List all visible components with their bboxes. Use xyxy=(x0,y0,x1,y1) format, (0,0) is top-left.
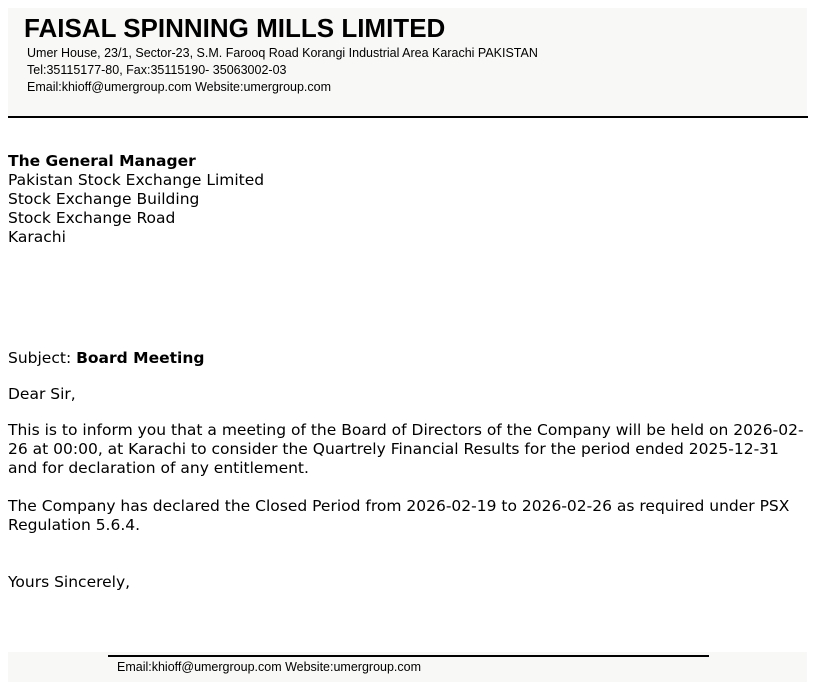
subject-text: Board Meeting xyxy=(76,349,205,367)
company-phone-fax: Tel:35115177-80, Fax:35115190- 35063002-03 xyxy=(27,63,287,77)
subject-line xyxy=(8,349,204,368)
recipient-title: The General Manager xyxy=(8,152,196,170)
body-paragraph-closed-period: The Company has declared the Closed Period from 2026-02-19 to 2026-02-26 as required under PSX Regulation 5.6.4. xyxy=(8,497,790,534)
recipient-address-line: Pakistan Stock Exchange Limited xyxy=(8,171,265,189)
subject-label: Subject: xyxy=(8,349,77,367)
closing: Yours Sincerely, xyxy=(8,573,131,591)
company-email-website: Email:khioff@umergroup.com Website:umergroup.com xyxy=(27,80,332,94)
recipient-address-line: Stock Exchange Road xyxy=(8,209,176,227)
header-divider xyxy=(8,116,808,118)
recipient-address-line: Karachi xyxy=(8,228,66,246)
body-paragraph-meeting: This is to inform you that a meeting of the Board of Directors of the Company will be held on 2026-02-26 at 00:00, at Karachi to consider the Quartrely Financial Results for the period ended 2025-12-31 and for declaration of any entitlement. xyxy=(8,421,804,477)
recipient-address-line: Stock Exchange Building xyxy=(8,190,200,208)
salutation: Dear Sir, xyxy=(8,385,76,403)
company-address: Umer House, 23/1, Sector-23, S.M. Farooq Road Korangi Industrial Area Karachi PAKISTAN xyxy=(27,46,538,60)
footer-divider xyxy=(108,655,709,657)
company-name: FAISAL SPINNING MILLS LIMITED xyxy=(24,13,446,43)
footer-email-website: Email:khioff@umergroup.com Website:umergroup.com xyxy=(117,660,422,674)
letterhead xyxy=(8,8,807,116)
footer xyxy=(8,652,807,682)
